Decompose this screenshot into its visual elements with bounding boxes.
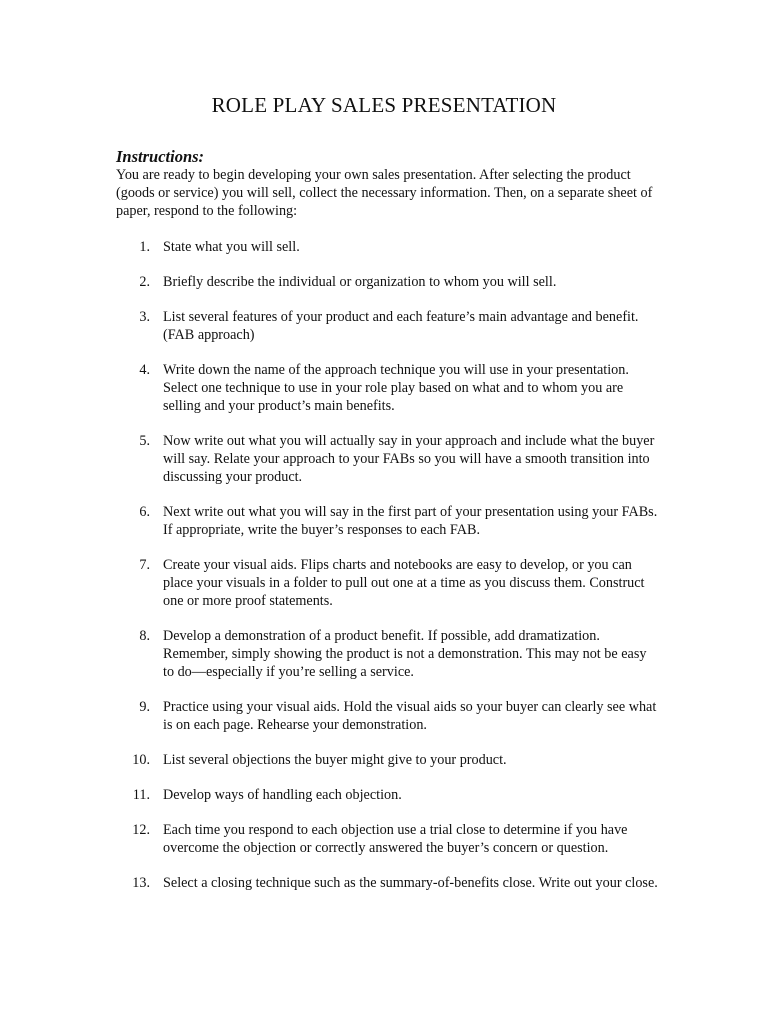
list-item-number: 13.	[132, 875, 150, 891]
list-item-text: Develop ways of handling each objection.	[163, 787, 402, 803]
list-item-text: Next write out what you will say in the first part of your presentation using your FABs. If appropriate, write the buyer’s responses to each FAB.	[163, 504, 658, 538]
list-item-text: Now write out what you will actually say in your approach and include what the buyer will say. Relate your approach to your FABs so you will have a smooth transition into discussing your product.	[163, 433, 655, 485]
list-item-number: 5.	[139, 433, 150, 449]
list-item-number: 2.	[139, 274, 150, 290]
instructions-heading: Instructions:	[116, 147, 205, 166]
list-item-text: Each time you respond to each objection use a trial close to determine if you have overcome the objection or correctly answered the buyer’s concern or question.	[163, 822, 628, 856]
list-item	[116, 821, 661, 857]
list-item-number: 8.	[139, 628, 150, 644]
document-title: ROLE PLAY SALES PRESENTATION	[211, 93, 557, 117]
list-item-text: State what you will sell.	[163, 239, 300, 255]
list-item-number: 4.	[139, 362, 150, 378]
list-item-number: 12.	[132, 822, 150, 838]
list-item	[116, 556, 661, 610]
list-item-number: 7.	[139, 557, 150, 573]
list-item	[116, 751, 661, 769]
list-item	[116, 238, 661, 256]
list-item-number: 6.	[139, 504, 150, 520]
list-item	[116, 786, 661, 804]
list-item-number: 1.	[139, 239, 150, 255]
list-item	[116, 503, 661, 539]
instructions-list	[116, 238, 661, 909]
list-item-text: Practice using your visual aids. Hold the visual aids so your buyer can clearly see what is on each page. Rehearse your demonstration.	[163, 699, 657, 733]
list-item-number: 10.	[132, 752, 150, 768]
list-item-number: 9.	[139, 699, 150, 715]
list-item-text: Write down the name of the approach technique you will use in your presentation. Select one technique to use in your role play based on what and to whom you are selling and your product’s main benefits.	[163, 362, 629, 414]
intro-paragraph: You are ready to begin developing your own sales presentation. After selecting the product (goods or service) you will sell, collect the necessary information. Then, on a separate sheet of paper, respond to the following:	[116, 167, 653, 219]
list-item	[116, 308, 661, 344]
list-item	[116, 273, 661, 291]
list-item-text: List several objections the buyer might give to your product.	[163, 752, 507, 768]
list-item	[116, 361, 661, 415]
list-item	[116, 627, 661, 681]
list-item-number: 11.	[132, 787, 150, 803]
list-item-text: Create your visual aids. Flips charts and notebooks are easy to develop, or you can place your visuals in a folder to pull out one at a time as you discuss them. Construct one or more proof statements.	[163, 557, 645, 609]
list-item-text: Develop a demonstration of a product benefit. If possible, add dramatization. Remember, simply showing the product is not a demonstration. This may not be easy to do—especially if you’re selling a service.	[163, 628, 647, 680]
list-item	[116, 874, 661, 892]
list-item	[116, 432, 661, 486]
list-item-text: List several features of your product and each feature’s main advantage and benefit. (FAB approach)	[163, 309, 639, 343]
list-item-number: 3.	[139, 309, 150, 325]
list-item-text: Briefly describe the individual or organization to whom you will sell.	[163, 274, 557, 290]
list-item-text: Select a closing technique such as the summary-of-benefits close. Write out your close.	[163, 875, 658, 891]
list-item	[116, 698, 661, 734]
